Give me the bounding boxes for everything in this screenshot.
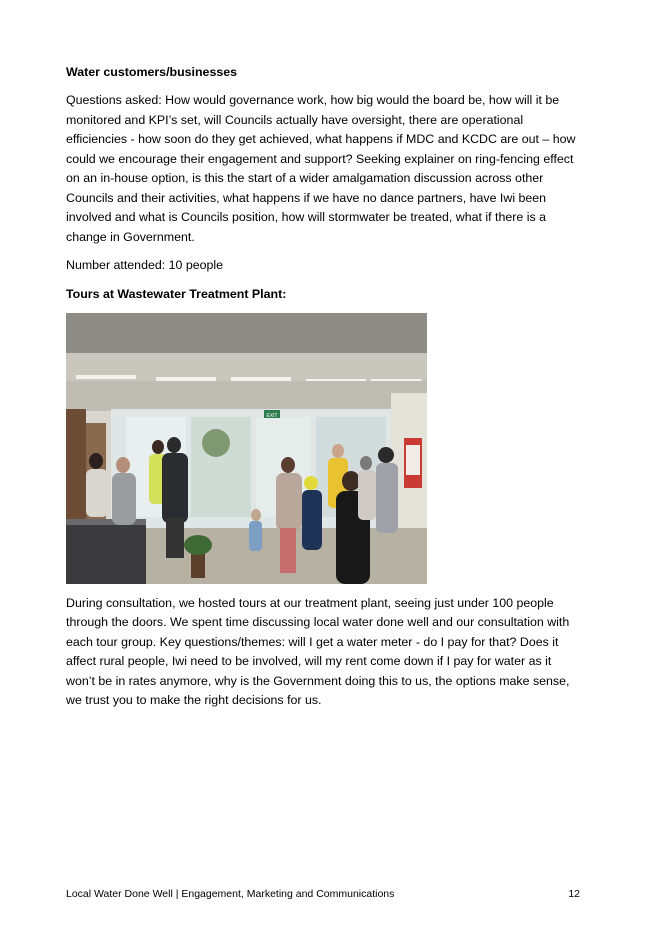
- page-footer: [66, 886, 580, 902]
- section-heading-water-customers: Water customers/businesses: [66, 65, 238, 79]
- tours-paragraph: During consultation, we hosted tours at our treatment plant, seeing just under 100 people through the doors. We spent time discussing local water done well and our consultation with each tour group. Key questions/themes: will I get a water meter - do I pay for that? Does it affect rural people, Iwi need to be involved, will my rent come down if I pay for water as it won’t be in rates anymore, why is the Government doing this to us, the options make sense, we trust you to make the right decisions for us.: [66, 595, 570, 707]
- attendance-paragraph: Number attended: 10 people: [66, 258, 224, 272]
- questions-paragraph: Questions asked: How would governance work, how big would the board be, how will it be monitored and KPI’s set, will Councils actually have oversight, there are operational efficiencies - how soon do they get achieved, what happens if MDC and KCDC are out – how could we encourage their engagement and support? Seeking explainer on ring-fencing effect on an in-house option, is this the start of a wider amalgamation discussion across other Councils and their activities, what happens if we have no dance partners, have Iwi been involved and what is Councils position, how will stormwater be treated, what if there is a change in Government.: [66, 93, 576, 244]
- page-content: [66, 63, 582, 720]
- tour-group-photo: [66, 313, 427, 584]
- page-number: 12: [568, 888, 580, 900]
- section-heading-tours: Tours at Wastewater Treatment Plant:: [66, 286, 287, 301]
- exit-sign-text: EXIT: [266, 412, 278, 419]
- footer-title: Local Water Done Well | Engagement, Marketing and Communications: [66, 888, 395, 900]
